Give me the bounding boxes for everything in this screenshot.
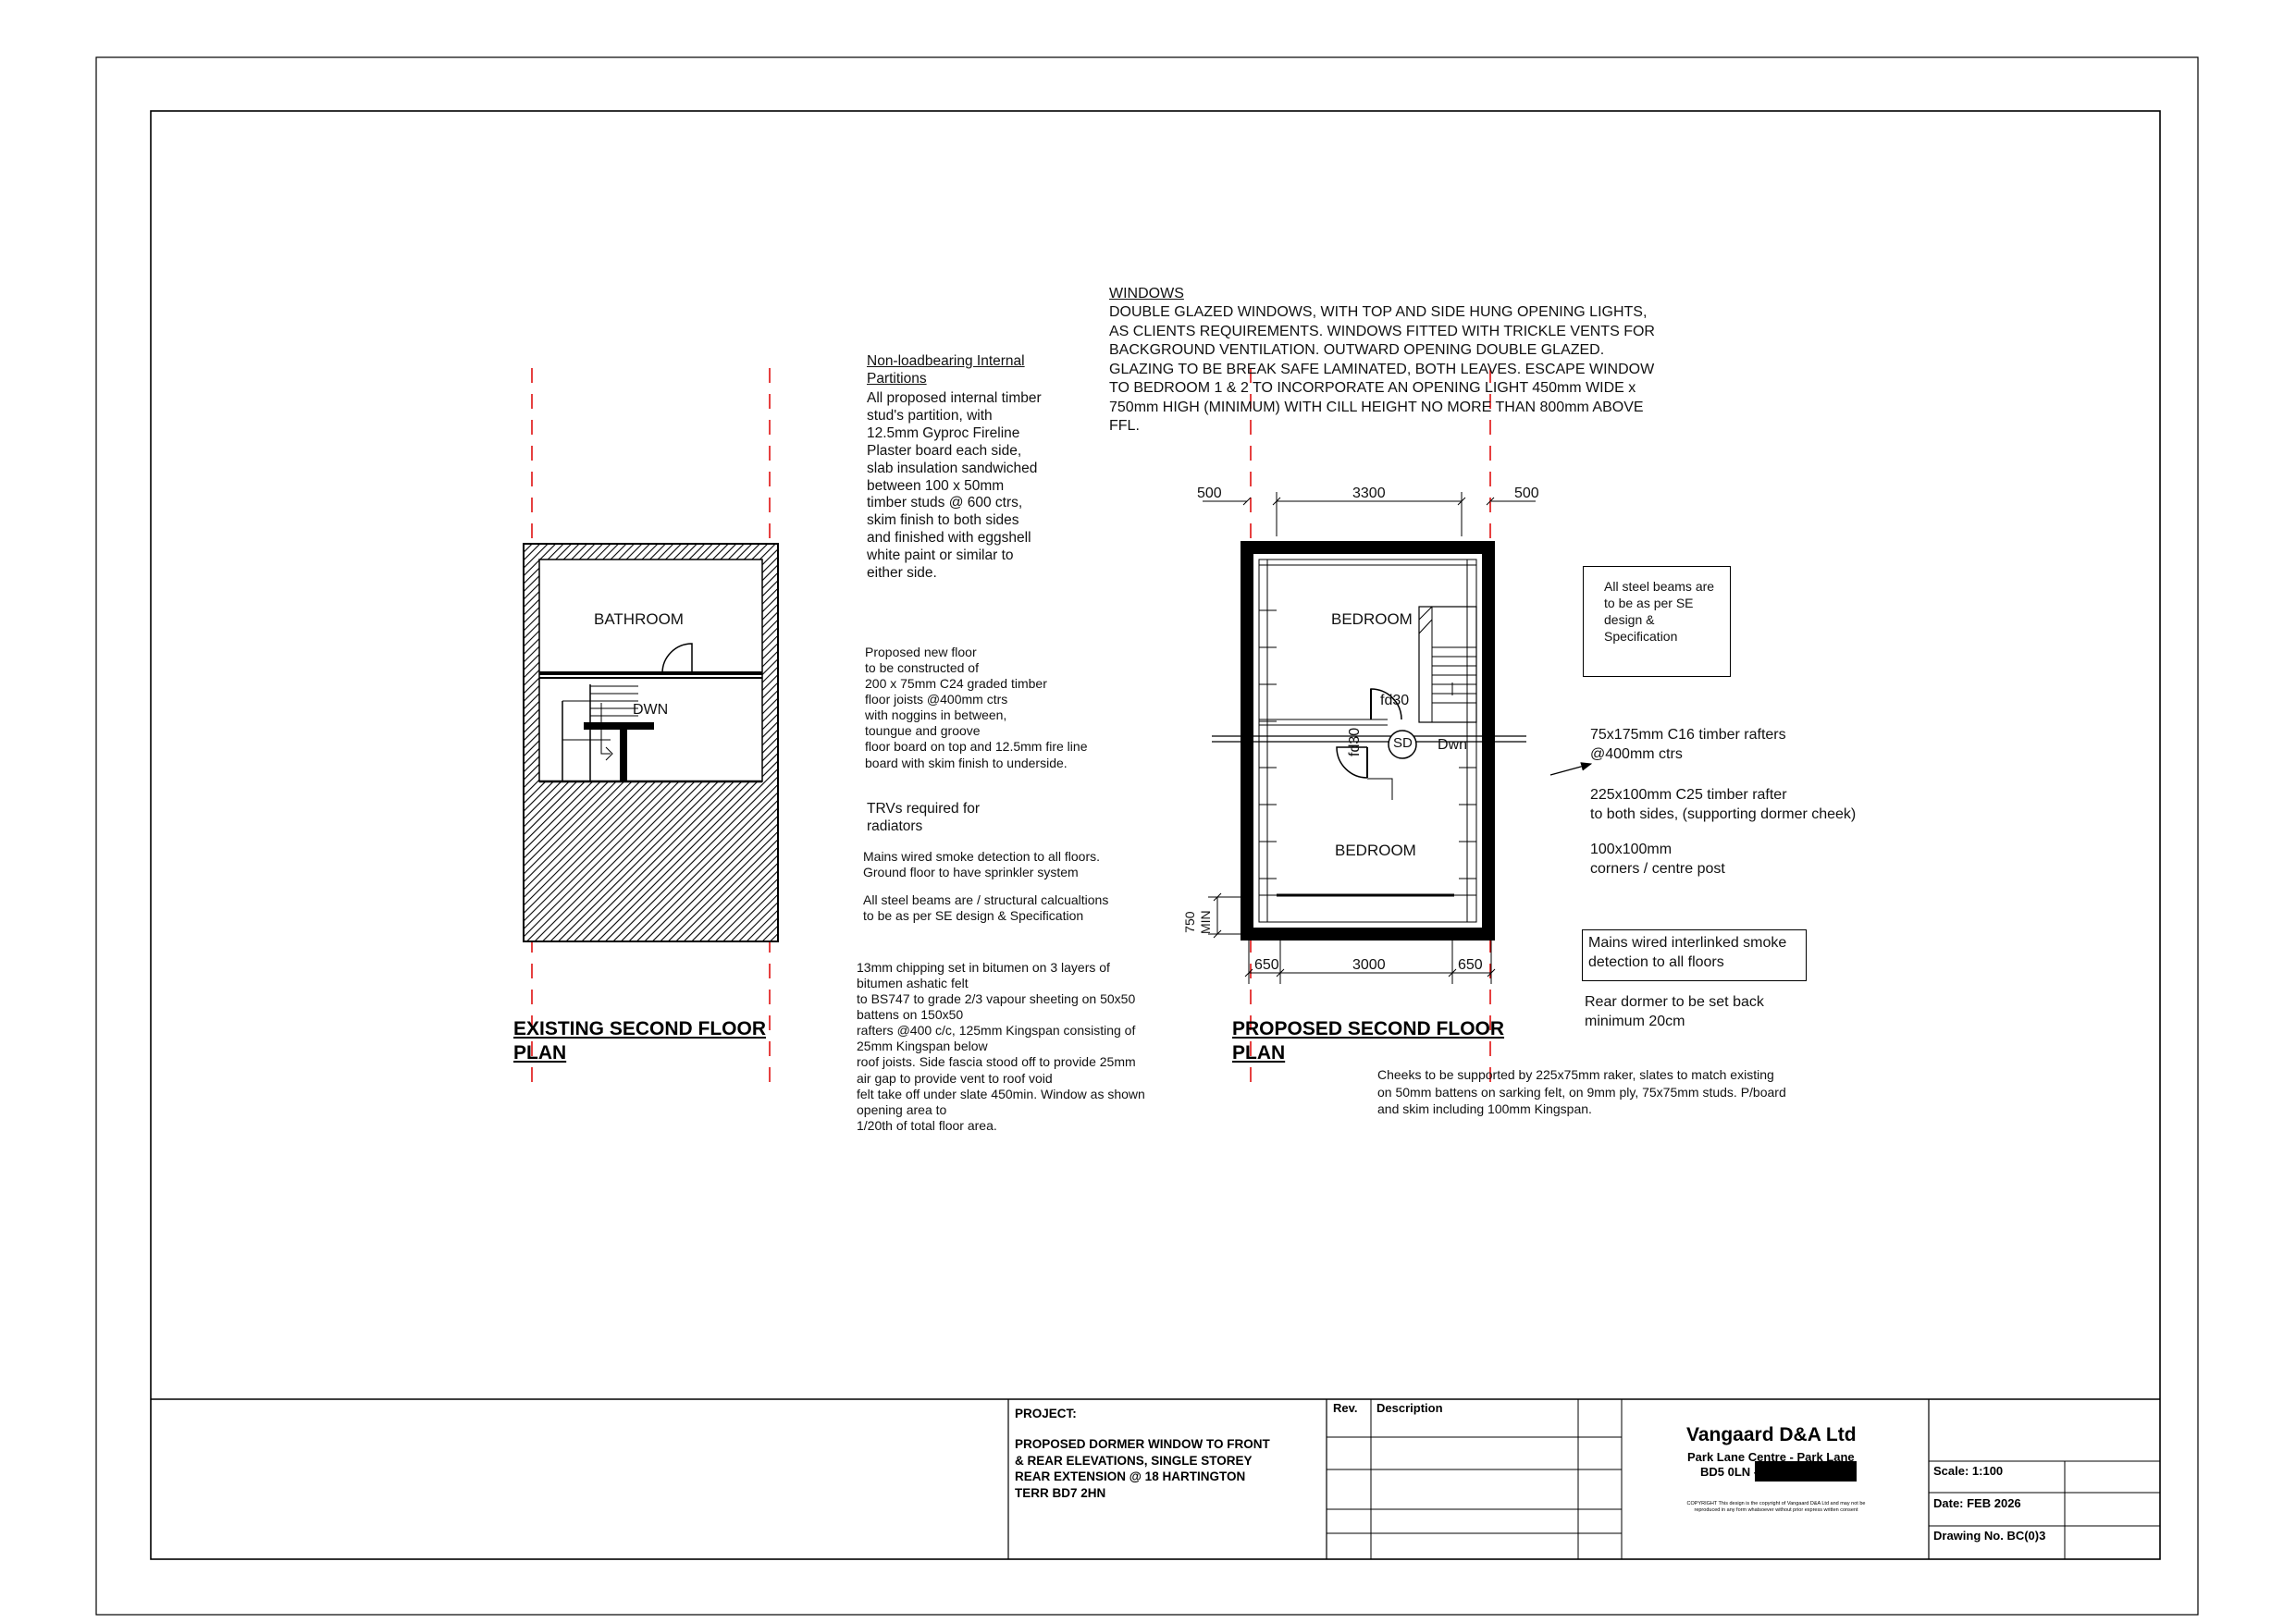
drawing-number: Drawing No. BC(0)3: [1933, 1529, 2046, 1543]
windows-note: DOUBLE GLAZED WINDOWS, WITH TOP AND SIDE HUNG OPENING LIGHTS, AS CLIENTS REQUIREMENTS. WINDOWS FITTED WITH TRICKLE VENTS FOR BACKGROUND VENTILATION. OUTWARD OPENING DOUBLE GLAZED. GLAZING TO BE BREAK SAFE LAMINATED, BOTH LEAVES. ESCAPE WINDOW TO BEDROOM 1 & 2 TO INCORPORATE AN OPENING LIGHT 450mm WIDE x 750mm HIGH (MINIMUM) WITH CILL HEIGHT NO MORE THAN 800mm ABOVE FFL.: [1109, 304, 1655, 434]
stair-label-existing: DWN: [633, 702, 669, 718]
dimension-label-side: 750 MIN: [1182, 910, 1214, 934]
dimension-label: 500: [1197, 486, 1222, 501]
partitions-heading: Non-loadbearing Internal Partitions: [867, 353, 1025, 387]
company-postcode: BD5 0LN -: [1700, 1465, 1759, 1479]
room-label-bedroom-top: BEDROOM: [1331, 610, 1413, 628]
project-description: PROPOSED DORMER WINDOW TO FRONT & REAR ELEVATIONS, SINGLE STOREY REAR EXTENSION @ 18 HARTINGTON TERR BD7 2HN: [1015, 1437, 1270, 1500]
fire-door-label: fd30: [1347, 727, 1363, 756]
smoke-detector-label: SD: [1393, 735, 1413, 751]
roof-note: 13mm chipping set in bitumen on 3 layers of bitumen ashatic felt to BS747 to grade 2/3 vapour sheeting on 50x50 battens on 150x50 rafters @400 c/c, 125mm Kingspan consisting of 25mm Kingspan below roof joists. Side fascia stood off to provide 25mm air gap to provide vent to roof void felt take off under slate 450min. Window as shown opening area to 1/20th of total floor area.: [857, 960, 1145, 1133]
windows-heading: WINDOWS: [1109, 286, 1184, 301]
dimension-label: 650: [1254, 957, 1279, 973]
steel-beams-box-text: All steel beams are to be as per SE design & Specification: [1604, 579, 1715, 644]
rafters-note: 75x175mm C16 timber rafters @400mm ctrs: [1590, 727, 1786, 762]
fire-door-label: fd30: [1380, 693, 1410, 708]
existing-plan-title: EXISTING SECOND FLOOR PLAN: [513, 1018, 767, 1064]
steel-note: All steel beams are / structural calcualtions to be as per SE design & Specification: [863, 892, 1109, 924]
rear-dormer-note: Rear dormer to be set back minimum 20cm: [1585, 994, 1764, 1029]
posts-note: 100x100mm corners / centre post: [1590, 842, 1725, 877]
dimension-label: 3000: [1352, 957, 1386, 973]
stair-label-proposed: Dwn: [1438, 737, 1468, 753]
dimension-label: 3300: [1352, 486, 1386, 501]
proposed-plan-title: PROPOSED SECOND FLOOR PLAN: [1232, 1018, 1505, 1064]
proposed-plan: [1203, 368, 1536, 1091]
smoke-detection-box-text: Mains wired interlinked smoke detection to all floors: [1588, 935, 1787, 970]
description-header: Description: [1376, 1401, 1443, 1415]
smoke-detection-box: [1582, 929, 1807, 981]
room-label-bedroom-bottom: BEDROOM: [1335, 842, 1416, 859]
cheeks-note: Cheeks to be supported by 225x75mm raker, slates to match existing on 50mm battens on sarking felt, on 9mm ply, 75x75mm studs. P/board and skim including 100mm Kingspan.: [1377, 1067, 1786, 1116]
date-label: Date: FEB 2026: [1933, 1496, 2021, 1510]
smoke-note: Mains wired smoke detection to all floors. Ground floor to have sprinkler system: [863, 849, 1100, 880]
rev-header: Rev.: [1333, 1401, 1358, 1415]
rafter-cheek-note: 225x100mm C25 timber rafter to both sides, (supporting dormer cheek): [1590, 787, 1857, 822]
copyright-note: COPYRIGHT This design is the copyright of Vangaard D&A Ltd and may not be reproduced in any form whatsoever without prior express written consent: [1686, 1501, 1866, 1513]
floor-note: Proposed new floor to be constructed of 200 x 75mm C24 graded timber floor joists @400mm ctrs with noggins in between, toungue and groove floor board on top and 12.5mm fire line board with skim finish to underside.: [865, 645, 1088, 770]
company-name: Vangaard D&A Ltd: [1686, 1424, 1857, 1445]
redacted-block: [1755, 1461, 1857, 1482]
partitions-note: All proposed internal timber stud's partition, with 12.5mm Gyproc Fireline Plaster board each side, slab insulation sandwiched between 100 x 50mm timber studs @ 600 ctrs, skim finish to both sides and finished with eggshell white paint or similar to either side.: [867, 390, 1042, 582]
rafter-arrow: [1550, 764, 1591, 775]
dimension-label: 650: [1458, 957, 1483, 973]
company-address: Park Lane Centre - Park Lane: [1687, 1450, 1855, 1464]
proposed-stair: [1419, 607, 1476, 722]
existing-plan: [524, 368, 778, 1091]
existing-interior: [539, 559, 762, 781]
project-label: PROJECT:: [1015, 1407, 1077, 1420]
scale-label: Scale: 1:100: [1933, 1464, 2004, 1478]
room-label-bathroom: BATHROOM: [594, 610, 684, 628]
trvs-note: TRVs required for radiators: [867, 801, 981, 834]
steel-beams-box: [1583, 566, 1731, 677]
dimension-label: 500: [1514, 486, 1539, 501]
